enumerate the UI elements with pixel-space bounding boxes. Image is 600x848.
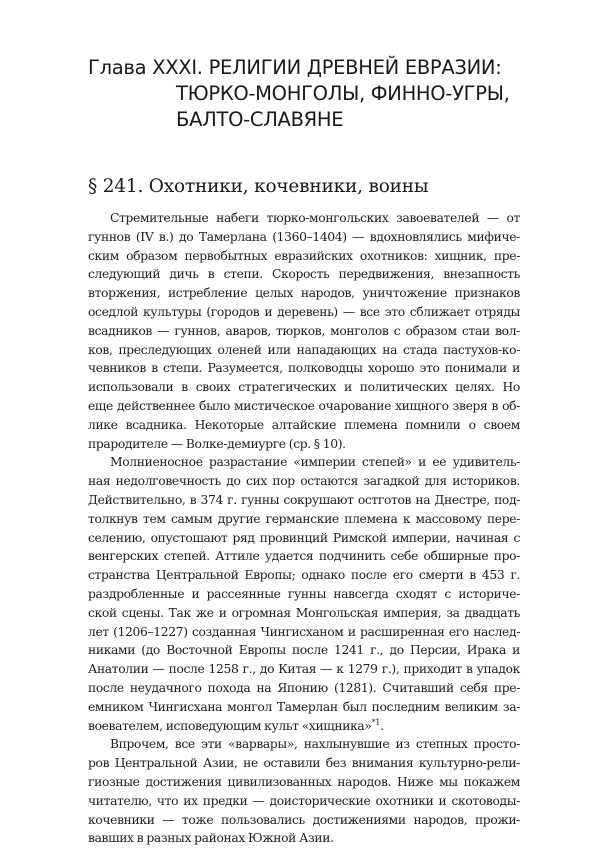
footnote-marker[interactable]: *1: [371, 717, 380, 727]
paragraph-3: [88, 735, 520, 848]
text-line-with-footnote: [88, 717, 520, 736]
text-line: никами (до Восточной Европы после 1241 г., до Персии, Ирака и: [88, 643, 520, 658]
text-line: толкнув тем самым другие германские племена к массовому пере-: [88, 511, 520, 526]
text-line: Впрочем, все эти «варвары», нахлынувшие из степных просто-: [110, 737, 520, 752]
text-line: использовали в своих стратегических и политических целях. Но: [88, 380, 520, 395]
text-line: ная недолговечность до сих пор остаются загадкой для историков.: [88, 474, 520, 489]
text-line: Действительно, в 374 г. гунны сокрушают остготов на Днестре, под-: [88, 492, 520, 507]
text-line: ков, преследующих оленей или нападающих на стада пастухов-ко-: [88, 342, 520, 357]
chapter-title-line-2: ТЮРКО-МОНГОЛЫ, ФИННО-УГРЫ,: [176, 82, 510, 105]
text-line: гиозные достижения цивилизованных народов. Ниже мы покажем: [88, 774, 520, 789]
text-line: ской сцены. Так же и огромная Монгольская империя, за двадцать: [88, 605, 520, 620]
text-line: гуннов (IV в.) до Тамерлана (1360–1404) — вдохновлялись мифиче-: [88, 229, 520, 244]
text-line: Молниеносное разрастание «империи степей» и ее удивитель-: [110, 455, 520, 470]
text-line: раздробленные и рассеянные гунны навсегда сходят с историче-: [88, 586, 520, 601]
text-line: вавших в разных районах Южной Азии.: [88, 831, 334, 846]
text-line: вторжения, истребление целых народов, уничтожение признаков: [88, 286, 520, 301]
chapter-heading: [88, 55, 528, 133]
text-line: селению, опустошают ряд провинций Римской империи, начиная с: [88, 530, 520, 545]
text-line: оседлой культуры (городов и деревень) — все это сближает отряды: [88, 304, 520, 319]
text-line: Стремительные набеги тюрко-монгольских завоевателей — от: [110, 211, 520, 225]
text-line: после неудачного похода на Японию (1281). Считавший себя пре-: [88, 680, 520, 695]
text-line: ров Центральной Азии, не оставили без внимания культурно-рели-: [88, 756, 520, 771]
text-line: всадников — гуннов, аваров, тюрков, монголов с образом стаи вол-: [88, 323, 520, 338]
text-line: ским образом первобытных евразийских охотников: хищник, пре-: [88, 248, 520, 263]
chapter-title-line-1: Глава XXXI. РЕЛИГИИ ДРЕВНЕЙ ЕВРАЗИИ:: [88, 56, 502, 79]
chapter-title-line-3: БАЛТО-СЛАВЯНЕ: [176, 108, 344, 131]
paragraph-2: [88, 453, 520, 735]
text-line: кочевники — тоже пользовались достижениями народов, прожи-: [88, 812, 520, 827]
text-line: воевателем, исповедующим культ «хищника»: [88, 718, 372, 733]
text-line: чевников в степи. Разумеется, полководцы хорошо это понимали и: [88, 361, 520, 376]
sentence-end: .: [379, 718, 384, 733]
text-line: лет (1206–1227) созданная Чингисханом и расширенная его наслед-: [88, 624, 520, 639]
section-heading: § 241. Охотники, кочевники, воины: [88, 176, 429, 197]
paragraph-1: [88, 209, 520, 453]
text-line: венгерских степей. Аттиле удается подчинить себе обширные про-: [88, 549, 520, 564]
text-line: странства Центральной Европы; однако после его смерти в 453 г.: [88, 568, 520, 583]
text-line: еще действеннее было мистическое очарование хищного зверя в об-: [88, 398, 520, 413]
text-line: прародителе — Волке-демиурге (ср. § 10).: [88, 436, 346, 451]
text-line: Анатолии — после 1258 г., до Китая — к 1279 г.), приходит в упадок: [88, 662, 520, 677]
text-line: читателю, что их предки — доисторические охотники и скотоводы-: [88, 793, 520, 808]
body-text: [88, 209, 520, 848]
text-line: следующий дичь в степи. Скорость передвижения, внезапность: [88, 267, 520, 282]
text-line: лике всадника. Некоторые алтайские племена помнили о своем: [88, 417, 520, 432]
text-line: емником Чингисхана монгол Тамерлан был последним великим за-: [88, 699, 520, 714]
